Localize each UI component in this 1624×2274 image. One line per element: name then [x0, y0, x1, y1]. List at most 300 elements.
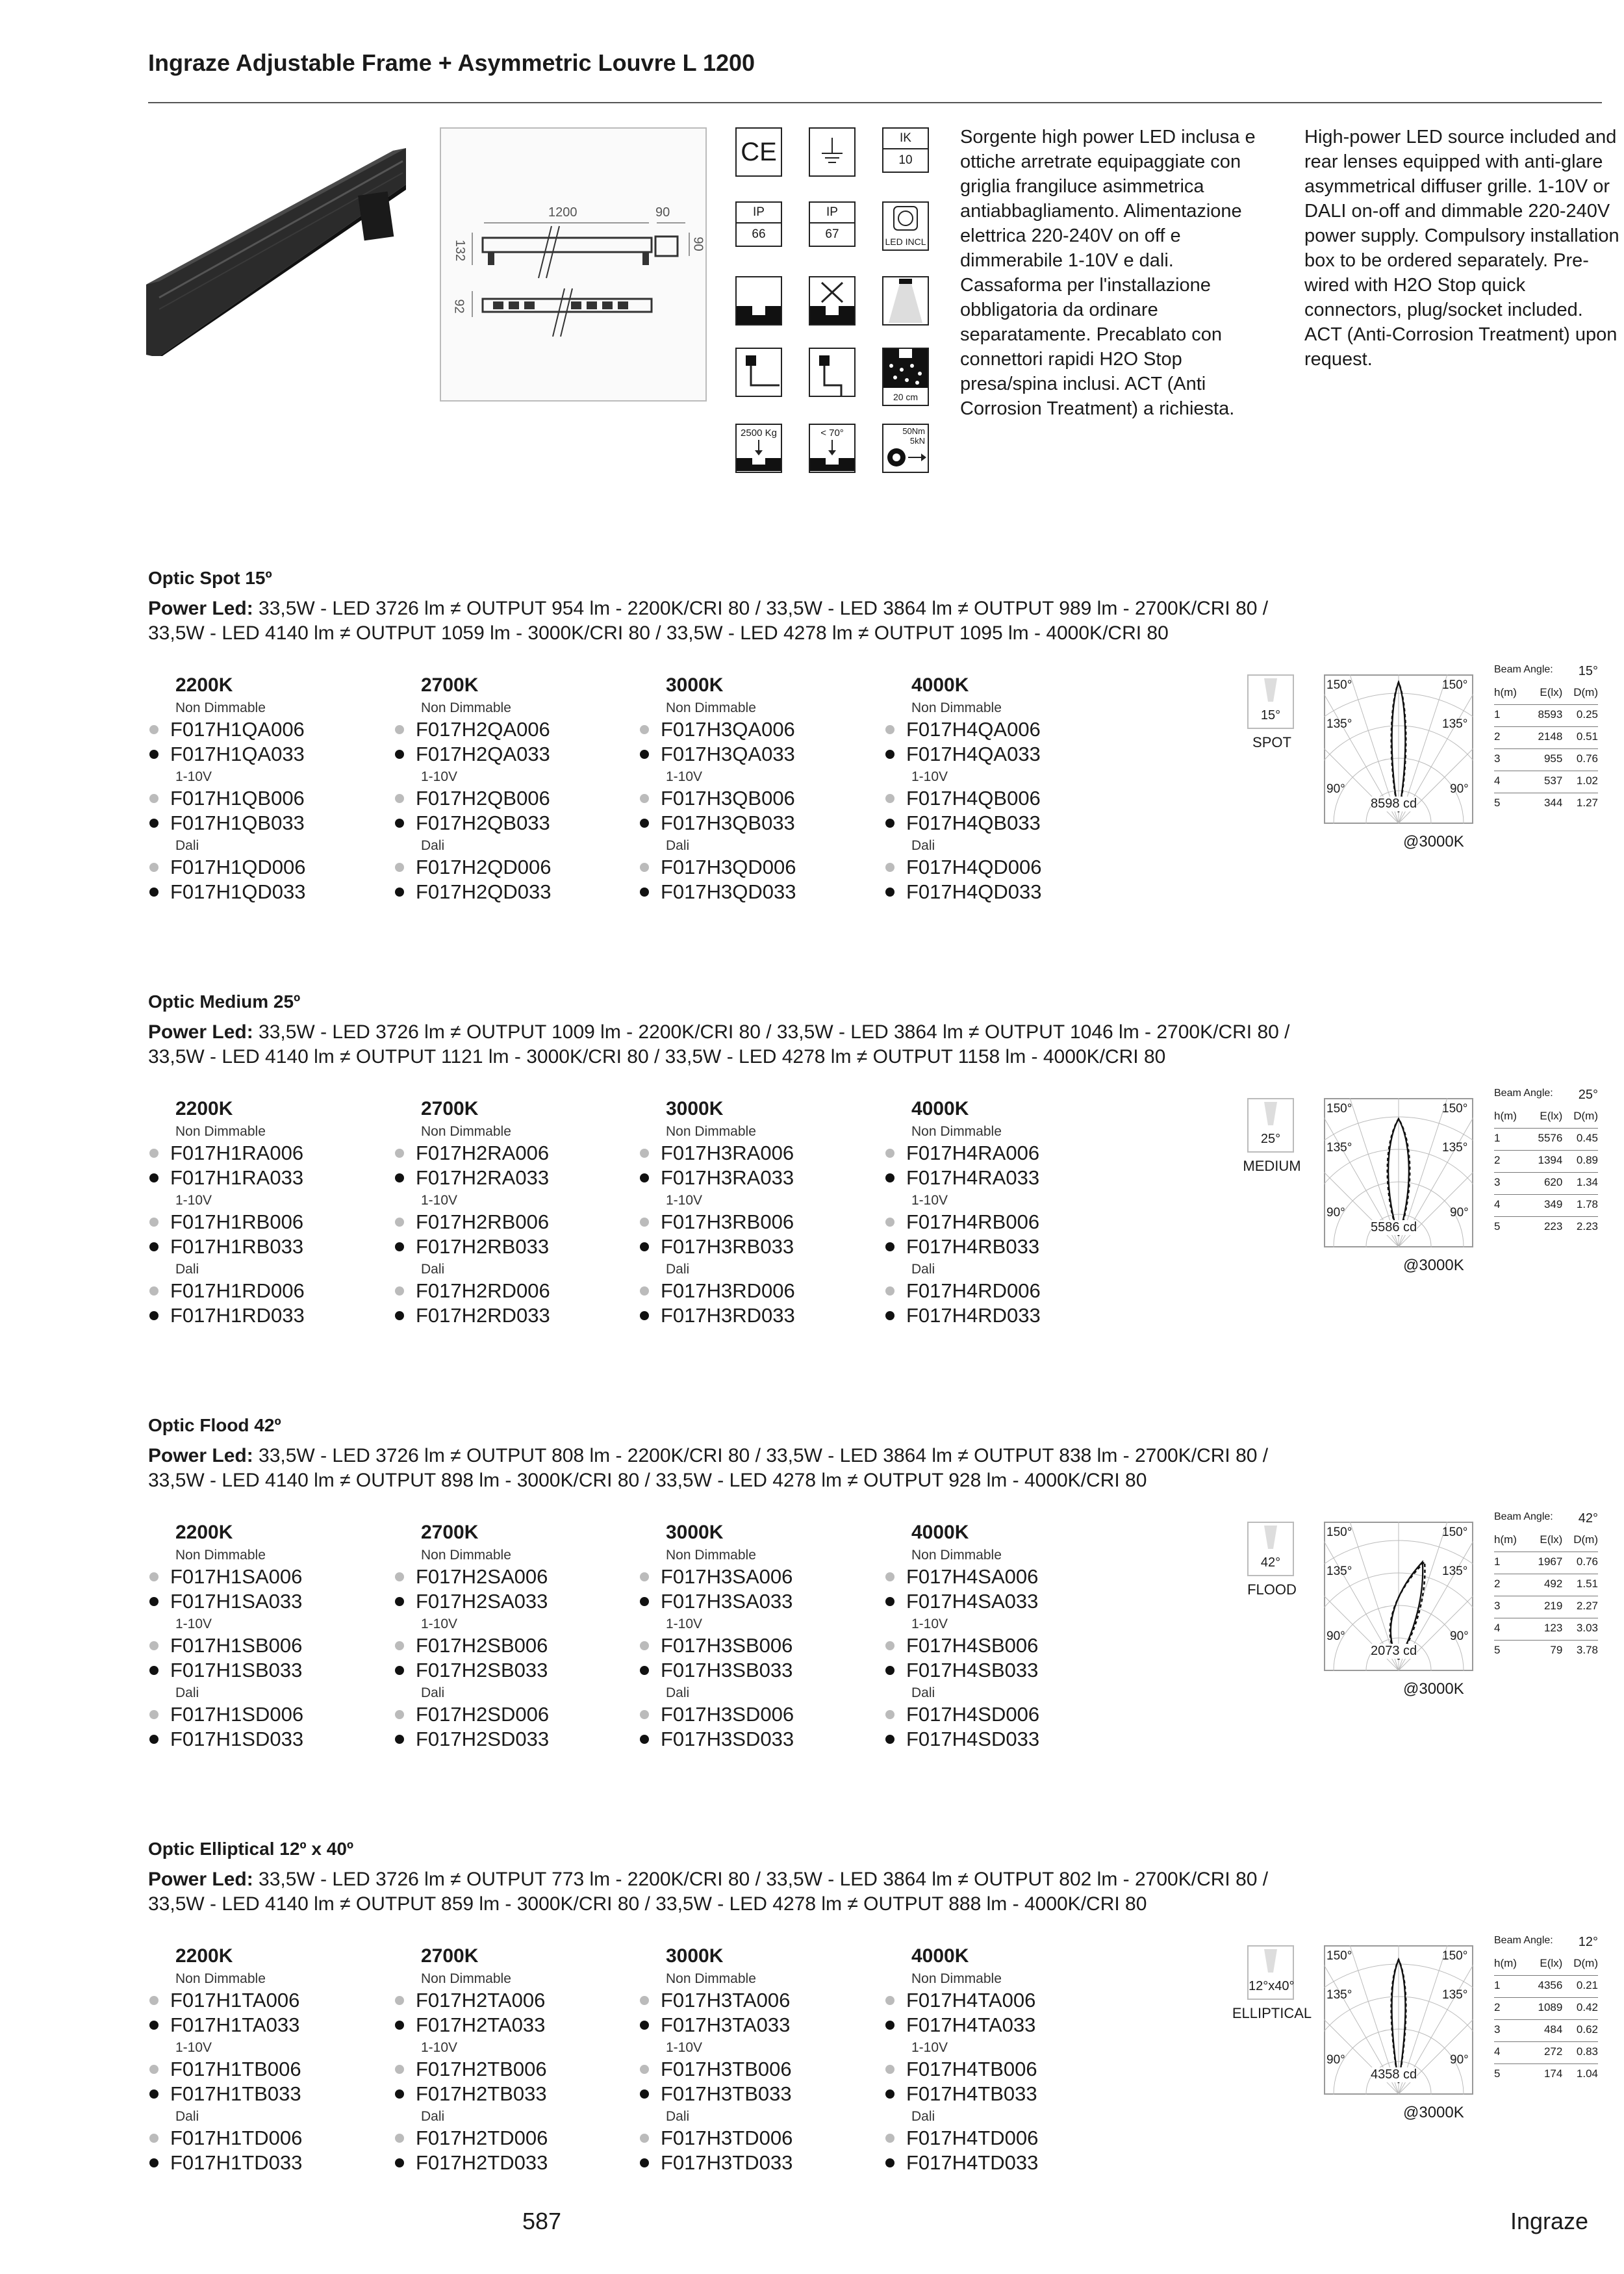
product-code: F017H2TD006 — [395, 2126, 635, 2151]
description-italian: Sorgente high power LED inclusa e ottiche arretrate equipaggiate con griglia frangiluce asimmetrica antiabbagliamento. Alimentazione elettrica 220-240V on off e dimmerabile 1-10V e dali. Cassaforma per l'installazione obbligatoria da ordinare separatamente. Precablato con connettori rapidi H2O Stop presa/spina inclusi. ACT (Anti Corrosion Treatment) a richiesta. — [960, 127, 1256, 419]
product-code: F017H3QB033 — [640, 811, 880, 836]
beam-table: Beam Angle: 42° h(m) E(lx) D(m) 1 1967 0.76 2 492 1.51 3 219 2.27 4 123 3.03 5 79 3.78 — [1494, 1511, 1598, 1662]
finish-dot-icon — [149, 1597, 159, 1606]
beam-table-row: 1 4356 0.21 — [1494, 1976, 1598, 1998]
dim-length: 1200 — [548, 205, 577, 220]
finish-dot-icon — [640, 2134, 649, 2143]
dimming-group-label: 1-10V — [911, 2040, 948, 2055]
finish-dot-icon — [149, 2134, 159, 2143]
product-code: F017H1TB006 — [149, 2057, 390, 2082]
finish-dot-icon — [149, 1242, 159, 1251]
product-code: F017H4RB033 — [885, 1234, 1126, 1259]
polar-label-150-left: 150° — [1326, 1526, 1352, 1539]
page-title: Ingraze Adjustable Frame + Asymmetric Louvre L 1200 — [148, 49, 755, 76]
color-temperature: 2200K — [175, 1098, 233, 1119]
finish-dot-icon — [885, 1597, 894, 1606]
polar-label-135-left: 135° — [1326, 1988, 1352, 2002]
power-line-1: Power Led: 33,5W - LED 3726 lm ≠ OUTPUT 954 lm - 2200K/CRI 80 / 33,5W - LED 3864 lm ≠ OUTPUT 989 lm - 2700K/CRI 80 / — [148, 598, 1269, 619]
finish-dot-icon — [885, 2021, 894, 2030]
product-code: F017H4TA006 — [885, 1988, 1126, 2013]
color-temperature: 3000K — [666, 1098, 724, 1119]
product-code: F017H2SA033 — [395, 1589, 635, 1614]
impact-resistance-icon: 50Nm 5kN — [882, 424, 929, 473]
product-code: F017H3SB006 — [640, 1633, 880, 1658]
product-code: F017H2RD006 — [395, 1279, 635, 1303]
finish-dot-icon — [149, 1735, 159, 1744]
finish-dot-icon — [395, 1286, 404, 1296]
code-column — [395, 1522, 635, 1752]
section-title: Optic Spot 15º — [148, 568, 272, 588]
finish-dot-icon — [640, 2089, 649, 2099]
dimming-group-label: Non Dimmable — [666, 1971, 756, 1986]
product-image — [146, 148, 409, 356]
beam-table-row: 1 5576 0.45 — [1494, 1129, 1598, 1151]
polar-label-90-right: 90° — [1450, 1629, 1469, 1643]
finish-dot-icon — [640, 1286, 649, 1296]
dimming-group-label: 1-10V — [911, 1616, 948, 1631]
product-code: F017H3SA033 — [640, 1589, 880, 1614]
finish-dot-icon — [149, 1218, 159, 1227]
finish-dot-icon — [640, 819, 649, 828]
beam-table-row: 3 484 0.62 — [1494, 2020, 1598, 2042]
product-code: F017H1RD033 — [149, 1303, 390, 1328]
dimming-group-label: Dali — [421, 838, 445, 853]
beam-table: Beam Angle: 12° h(m) E(lx) D(m) 1 4356 0.21 2 1089 0.42 3 484 0.62 4 272 0.83 5 174 1.04 — [1494, 1935, 1598, 2086]
dimming-group-label: 1-10V — [175, 2040, 212, 2055]
dimming-group-label: Dali — [911, 1685, 935, 1700]
finish-dot-icon — [149, 1149, 159, 1158]
finish-dot-icon — [149, 725, 159, 734]
finish-dot-icon — [640, 1242, 649, 1251]
product-code: F017H2QA006 — [395, 717, 635, 742]
code-column — [885, 1098, 1126, 1328]
product-code: F017H4SD006 — [885, 1702, 1126, 1727]
product-code: F017H1RA006 — [149, 1141, 390, 1166]
product-code: F017H2QB033 — [395, 811, 635, 836]
finish-dot-icon — [885, 2134, 894, 2143]
header-divider — [148, 102, 1602, 103]
dimming-group-label: 1-10V — [421, 2040, 458, 2055]
product-code: F017H1SA033 — [149, 1589, 390, 1614]
finish-dot-icon — [149, 819, 159, 828]
dim-height2: 90 — [691, 236, 705, 251]
section-title: Optic Flood 42º — [148, 1415, 281, 1435]
finish-dot-icon — [640, 1735, 649, 1744]
finish-dot-icon — [640, 1710, 649, 1719]
polar-label-150-left: 150° — [1326, 1949, 1352, 1963]
finish-dot-icon — [885, 819, 894, 828]
finish-dot-icon — [640, 2158, 649, 2167]
product-code: F017H4SB033 — [885, 1658, 1126, 1683]
product-code: F017H3SD006 — [640, 1702, 880, 1727]
product-code: F017H4SB006 — [885, 1633, 1126, 1658]
finish-dot-icon — [395, 2065, 404, 2074]
power-line-2: 33,5W - LED 4140 lm ≠ OUTPUT 859 lm - 3000K/CRI 80 / 33,5W - LED 4278 lm ≠ OUTPUT 888 lm - 4000K/CRI 80 — [148, 1893, 1147, 1915]
not-walkover-icon — [809, 276, 856, 326]
finish-dot-icon — [149, 1641, 159, 1650]
code-column — [885, 1945, 1126, 2175]
product-code: F017H1QB033 — [149, 811, 390, 836]
product-code: F017H3SD033 — [640, 1727, 880, 1752]
finish-dot-icon — [149, 750, 159, 759]
technical-drawing — [440, 127, 707, 402]
product-code: F017H1SD006 — [149, 1702, 390, 1727]
dimming-group-label: 1-10V — [666, 1193, 703, 1208]
product-code: F017H3QA006 — [640, 717, 880, 742]
product-code: F017H1QD033 — [149, 880, 390, 904]
beam-table-row: 3 219 2.27 — [1494, 1596, 1598, 1618]
product-code: F017H3TD033 — [640, 2151, 880, 2175]
finish-dot-icon — [640, 1666, 649, 1675]
beam-table-row: 5 79 3.78 — [1494, 1644, 1598, 1656]
dim-height: 132 — [453, 239, 468, 262]
finish-dot-icon — [885, 863, 894, 872]
product-code: F017H4QB033 — [885, 811, 1126, 836]
finish-dot-icon — [395, 1242, 404, 1251]
product-code: F017H1QA033 — [149, 742, 390, 767]
color-temperature: 2700K — [421, 674, 479, 696]
product-code: F017H3TA033 — [640, 2013, 880, 2038]
dimming-group-label: 1-10V — [421, 769, 458, 784]
product-code: F017H3QA033 — [640, 742, 880, 767]
finish-dot-icon — [395, 1149, 404, 1158]
finish-dot-icon — [885, 1572, 894, 1581]
finish-dot-icon — [640, 1996, 649, 2005]
dimming-group-label: 1-10V — [911, 1193, 948, 1208]
finish-dot-icon — [395, 1311, 404, 1320]
beam-table-row: 4 349 1.78 — [1494, 1195, 1598, 1217]
beam-table-row: 4 537 1.02 — [1494, 771, 1598, 793]
dimming-group-label: Dali — [175, 2109, 199, 2124]
color-temperature: 4000K — [911, 1098, 969, 1119]
reference-temperature: @3000K — [1403, 1680, 1464, 1698]
dimming-group-label: Non Dimmable — [911, 700, 1002, 715]
beam-table-row: 2 2148 0.51 — [1494, 727, 1598, 749]
beam-table-row: 2 492 1.51 — [1494, 1574, 1598, 1596]
finish-dot-icon — [640, 1149, 649, 1158]
dimming-group-label: 1-10V — [666, 769, 703, 784]
power-line-2: 33,5W - LED 4140 lm ≠ OUTPUT 1121 lm - 3000K/CRI 80 / 33,5W - LED 4278 lm ≠ OUTPUT 1158 lm - 4000K/CRI 80 — [148, 1046, 1166, 1067]
product-code: F017H2RA006 — [395, 1141, 635, 1166]
product-code: F017H1SD033 — [149, 1727, 390, 1752]
finish-dot-icon — [149, 888, 159, 897]
beam-type-label: MEDIUM — [1243, 1158, 1301, 1174]
polar-label-135-left: 135° — [1326, 717, 1352, 731]
cable-left-icon — [735, 348, 782, 397]
finish-dot-icon — [395, 1641, 404, 1650]
product-code: F017H2SA006 — [395, 1565, 635, 1589]
product-code: F017H1TD033 — [149, 2151, 390, 2175]
finish-dot-icon — [640, 888, 649, 897]
product-code: F017H2TD033 — [395, 2151, 635, 2175]
finish-dot-icon — [640, 1597, 649, 1606]
finish-dot-icon — [640, 1173, 649, 1182]
dimming-group-label: Dali — [175, 1262, 199, 1277]
finish-dot-icon — [149, 1173, 159, 1182]
beam-table-row: 2 1089 0.42 — [1494, 1998, 1598, 2020]
finish-dot-icon — [395, 1735, 404, 1744]
finish-dot-icon — [640, 750, 649, 759]
finish-dot-icon — [395, 1572, 404, 1581]
load-capacity-icon: 2500 Kg — [735, 424, 782, 473]
product-code: F017H1QA006 — [149, 717, 390, 742]
cable-right-icon — [809, 348, 856, 397]
product-code: F017H2RA033 — [395, 1166, 635, 1190]
product-code: F017H3SA006 — [640, 1565, 880, 1589]
power-line-1: Power Led: 33,5W - LED 3726 lm ≠ OUTPUT 1009 lm - 2200K/CRI 80 / 33,5W - LED 3864 lm ≠ OUTPUT 1046 lm - 2700K/CRI 80 / — [148, 1021, 1290, 1043]
dimming-group-label: Dali — [175, 838, 199, 853]
dimming-group-label: Non Dimmable — [175, 700, 266, 715]
product-code: F017H4TB006 — [885, 2057, 1126, 2082]
code-column — [640, 1098, 880, 1328]
reference-temperature: @3000K — [1403, 833, 1464, 850]
finish-dot-icon — [885, 750, 894, 759]
finish-dot-icon — [149, 1311, 159, 1320]
finish-dot-icon — [885, 1666, 894, 1675]
dimming-group-label: Non Dimmable — [421, 1971, 511, 1986]
polar-label-90-right: 90° — [1450, 782, 1469, 796]
finish-dot-icon — [149, 2065, 159, 2074]
product-code: F017H2QD006 — [395, 855, 635, 880]
polar-label-135-right: 135° — [1442, 1141, 1468, 1155]
dim-width: 90 — [655, 205, 670, 220]
product-code: F017H2RB006 — [395, 1210, 635, 1234]
finish-dot-icon — [885, 1996, 894, 2005]
product-code: F017H3TA006 — [640, 1988, 880, 2013]
product-code: F017H3RA033 — [640, 1166, 880, 1190]
finish-dot-icon — [395, 1173, 404, 1182]
product-code: F017H2SD033 — [395, 1727, 635, 1752]
dimming-group-label: Dali — [911, 1262, 935, 1277]
beam-table-row: 5 344 1.27 — [1494, 797, 1598, 809]
finish-dot-icon — [395, 2158, 404, 2167]
product-code: F017H4QA033 — [885, 742, 1126, 767]
power-line-1: Power Led: 33,5W - LED 3726 lm ≠ OUTPUT 773 lm - 2200K/CRI 80 / 33,5W - LED 3864 lm ≠ OUTPUT 802 lm - 2700K/CRI 80 / — [148, 1869, 1269, 1890]
beam-table-row: 2 1394 0.89 — [1494, 1151, 1598, 1173]
dimming-group-label: Non Dimmable — [666, 1124, 756, 1139]
product-code: F017H2QA033 — [395, 742, 635, 767]
finish-dot-icon — [640, 725, 649, 734]
finish-dot-icon — [885, 1242, 894, 1251]
product-code: F017H1SA006 — [149, 1565, 390, 1589]
finish-dot-icon — [885, 1286, 894, 1296]
product-code: F017H3TB033 — [640, 2082, 880, 2106]
beam-angle-icon: 15° — [1247, 674, 1294, 729]
product-code: F017H4QD033 — [885, 880, 1126, 904]
finish-dot-icon — [395, 725, 404, 734]
finish-dot-icon — [640, 863, 649, 872]
code-column — [395, 674, 635, 904]
power-line-2: 33,5W - LED 4140 lm ≠ OUTPUT 898 lm - 3000K/CRI 80 / 33,5W - LED 4278 lm ≠ OUTPUT 928 lm - 4000K/CRI 80 — [148, 1470, 1147, 1491]
finish-dot-icon — [640, 1641, 649, 1650]
finish-dot-icon — [885, 2158, 894, 2167]
finish-dot-icon — [885, 1710, 894, 1719]
code-column — [885, 674, 1126, 904]
finish-dot-icon — [149, 1666, 159, 1675]
product-code: F017H2RD033 — [395, 1303, 635, 1328]
finish-dot-icon — [885, 1218, 894, 1227]
dimming-group-label: 1-10V — [175, 1193, 212, 1208]
dimming-group-label: Dali — [666, 1685, 690, 1700]
product-code: F017H2TB033 — [395, 2082, 635, 2106]
finish-dot-icon — [149, 863, 159, 872]
color-temperature: 4000K — [911, 674, 969, 696]
beam-angle-icon: 12°x40° — [1247, 1945, 1294, 2000]
code-column — [640, 1522, 880, 1752]
finish-dot-icon — [149, 2021, 159, 2030]
product-code: F017H3SB033 — [640, 1658, 880, 1683]
polar-label-150-left: 150° — [1326, 1102, 1352, 1116]
product-code: F017H2SD006 — [395, 1702, 635, 1727]
code-column — [640, 674, 880, 904]
beam-table-row: 5 223 2.23 — [1494, 1220, 1598, 1233]
polar-label-150-right: 150° — [1442, 678, 1468, 692]
product-code: F017H3RD006 — [640, 1279, 880, 1303]
finish-dot-icon — [640, 1311, 649, 1320]
dimming-group-label: Non Dimmable — [421, 700, 511, 715]
polar-label-150-right: 150° — [1442, 1102, 1468, 1116]
product-code: F017H1SB006 — [149, 1633, 390, 1658]
beam-angle-icon: 42° — [1247, 1522, 1294, 1576]
product-code: F017H4QA006 — [885, 717, 1126, 742]
dimming-group-label: 1-10V — [175, 1616, 212, 1631]
color-temperature: 2200K — [175, 674, 233, 696]
product-code: F017H4TD033 — [885, 2151, 1126, 2175]
finish-dot-icon — [395, 2134, 404, 2143]
dimming-group-label: Non Dimmable — [911, 1548, 1002, 1563]
power-line-1: Power Led: 33,5W - LED 3726 lm ≠ OUTPUT 808 lm - 2200K/CRI 80 / 33,5W - LED 3864 lm ≠ OUTPUT 838 lm - 2700K/CRI 80 / — [148, 1445, 1269, 1466]
dimming-group-label: Non Dimmable — [911, 1124, 1002, 1139]
finish-dot-icon — [149, 2089, 159, 2099]
code-column — [395, 1945, 635, 2175]
color-temperature: 2700K — [421, 1098, 479, 1119]
dimming-group-label: Non Dimmable — [175, 1124, 266, 1139]
product-code: F017H2TB006 — [395, 2057, 635, 2082]
polar-label-150-left: 150° — [1326, 678, 1352, 692]
polar-peak-intensity: 2073 cd — [1371, 1644, 1417, 1658]
product-code: F017H1RD006 — [149, 1279, 390, 1303]
product-code: F017H1TA006 — [149, 1988, 390, 2013]
color-temperature: 2200K — [175, 1945, 233, 1967]
product-code: F017H3TD006 — [640, 2126, 880, 2151]
drainage-gravel-icon: 20 cm — [882, 348, 929, 406]
dimming-group-label: Dali — [666, 1262, 690, 1277]
beam-angle-icon: 25° — [1247, 1098, 1294, 1153]
polar-peak-intensity: 5586 cd — [1371, 1220, 1417, 1234]
product-code: F017H4RB006 — [885, 1210, 1126, 1234]
finish-dot-icon — [395, 2089, 404, 2099]
finish-dot-icon — [640, 794, 649, 803]
dimming-group-label: Dali — [666, 2109, 690, 2124]
polar-label-135-right: 135° — [1442, 1565, 1468, 1578]
dimming-group-label: Non Dimmable — [175, 1971, 266, 1986]
dimming-group-label: Dali — [911, 2109, 935, 2124]
polar-label-150-right: 150° — [1442, 1526, 1468, 1539]
finish-dot-icon — [640, 1572, 649, 1581]
finish-dot-icon — [885, 1173, 894, 1182]
product-code: F017H2SB006 — [395, 1633, 635, 1658]
polar-peak-intensity: 4358 cd — [1371, 2067, 1417, 2082]
product-code: F017H4SD033 — [885, 1727, 1126, 1752]
beam-table-row: 3 620 1.34 — [1494, 1173, 1598, 1195]
product-code: F017H3QD033 — [640, 880, 880, 904]
finish-dot-icon — [395, 2021, 404, 2030]
product-code: F017H1RB033 — [149, 1234, 390, 1259]
dimming-group-label: Dali — [911, 838, 935, 853]
beam-type-label: ELLIPTICAL — [1232, 2005, 1312, 2021]
polar-label-90-right: 90° — [1450, 2053, 1469, 2067]
ip66-icon: IP 66 — [735, 201, 782, 247]
finish-dot-icon — [395, 1218, 404, 1227]
beam-table: Beam Angle: 25° h(m) E(lx) D(m) 1 5576 0.45 2 1394 0.89 3 620 1.34 4 349 1.78 5 223 2.23 — [1494, 1088, 1598, 1238]
dimming-group-label: Non Dimmable — [911, 1971, 1002, 1986]
beam-table-row: 5 174 1.04 — [1494, 2067, 1598, 2080]
color-temperature: 2700K — [421, 1522, 479, 1543]
product-code: F017H2QD033 — [395, 880, 635, 904]
code-column — [640, 1945, 880, 2175]
finish-dot-icon — [149, 1996, 159, 2005]
product-code: F017H2TA033 — [395, 2013, 635, 2038]
polar-label-90-left: 90° — [1326, 1206, 1345, 1220]
product-code: F017H3TB006 — [640, 2057, 880, 2082]
polar-label-90-left: 90° — [1326, 1629, 1345, 1643]
code-column — [149, 1945, 390, 2175]
brand-name: Ingraze — [1510, 2208, 1589, 2234]
beam-table-row: 4 123 3.03 — [1494, 1618, 1598, 1641]
product-code: F017H2TA006 — [395, 1988, 635, 2013]
finish-dot-icon — [885, 1311, 894, 1320]
code-column — [149, 674, 390, 904]
color-temperature: 2700K — [421, 1945, 479, 1967]
polar-label-90-left: 90° — [1326, 2053, 1345, 2067]
reference-temperature: @3000K — [1403, 2104, 1464, 2121]
dimming-group-label: Dali — [421, 1685, 445, 1700]
dimming-group-label: Dali — [421, 1262, 445, 1277]
dimming-group-label: 1-10V — [666, 1616, 703, 1631]
color-temperature: 3000K — [666, 674, 724, 696]
product-code: F017H4TD006 — [885, 2126, 1126, 2151]
ce-mark-icon: CE — [735, 127, 782, 177]
product-code: F017H3RB006 — [640, 1210, 880, 1234]
color-temperature: 3000K — [666, 1945, 724, 1967]
dimming-group-label: Non Dimmable — [421, 1548, 511, 1563]
reference-temperature: @3000K — [1403, 1257, 1464, 1274]
dimming-group-label: 1-10V — [421, 1193, 458, 1208]
polar-label-150-right: 150° — [1442, 1949, 1468, 1963]
finish-dot-icon — [885, 888, 894, 897]
product-code: F017H4SA006 — [885, 1565, 1126, 1589]
polar-label-90-left: 90° — [1326, 782, 1345, 796]
finish-dot-icon — [395, 863, 404, 872]
page-number: 587 — [522, 2208, 562, 2234]
finish-dot-icon — [395, 1710, 404, 1719]
finish-dot-icon — [395, 819, 404, 828]
finish-dot-icon — [395, 750, 404, 759]
finish-dot-icon — [395, 1996, 404, 2005]
product-code: F017H4QD006 — [885, 855, 1126, 880]
product-code: F017H2SB033 — [395, 1658, 635, 1683]
finish-dot-icon — [149, 1572, 159, 1581]
polar-label-135-right: 135° — [1442, 1988, 1468, 2002]
product-code: F017H1QB006 — [149, 786, 390, 811]
beam-type-label: SPOT — [1252, 734, 1291, 750]
section-title: Optic Medium 25º — [148, 991, 301, 1012]
dimming-group-label: Non Dimmable — [666, 1548, 756, 1563]
finish-dot-icon — [149, 2158, 159, 2167]
product-code: F017H4RD006 — [885, 1279, 1126, 1303]
finish-dot-icon — [885, 1641, 894, 1650]
description-english: High-power LED source included and rear lenses equipped with anti-glare asymmetrical diffuser grille. 1-10V or DALI on-off and dimmable 220-240V power supply. Compulsory installation box to be ordered separately. Pre-wired with H2O Stop quick connectors, plug/socket included. ACT (Anti-Corrosion Treatment) upon request. — [1304, 127, 1619, 370]
